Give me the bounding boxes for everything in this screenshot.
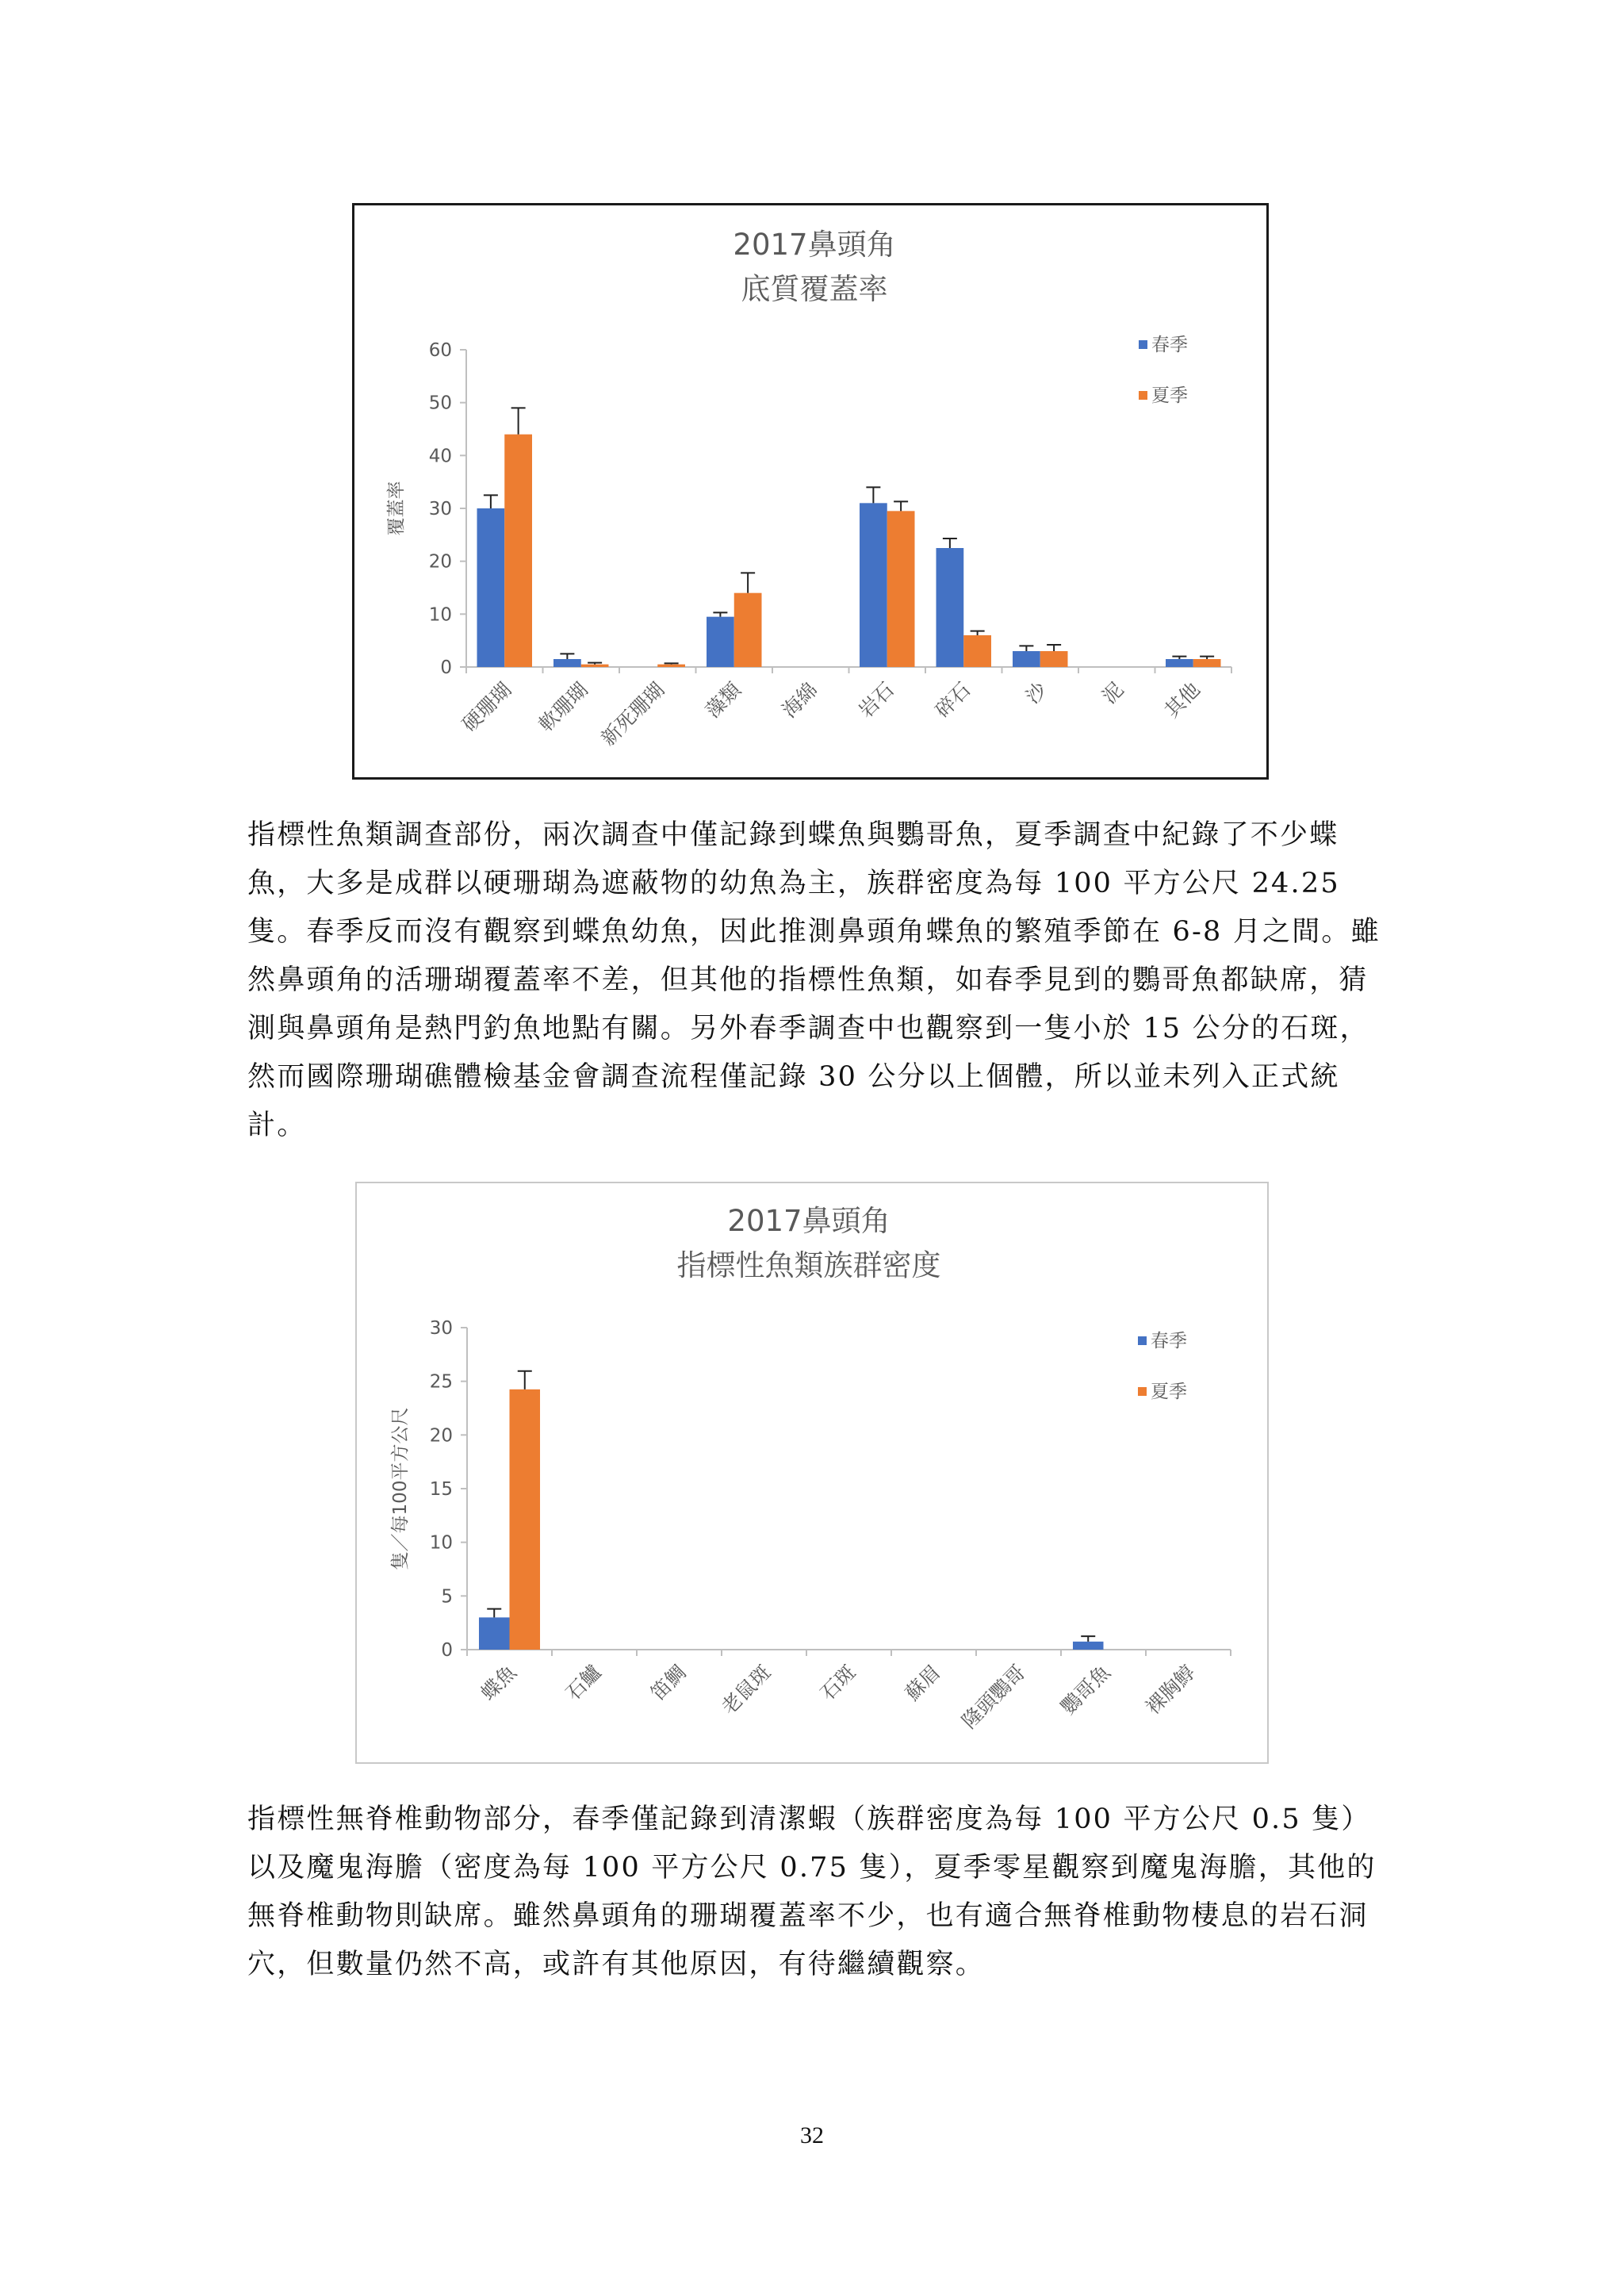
- legend-swatch: [1139, 391, 1147, 400]
- y-tick-label: 30: [429, 1318, 453, 1339]
- x-tick-label: 碎石: [930, 677, 975, 723]
- y-tick-label: 50: [428, 393, 452, 414]
- substrate-coverage-chart-svg: [354, 205, 1266, 777]
- legend-label: 春季: [1151, 1331, 1187, 1351]
- x-tick-label: 新死珊瑚: [596, 677, 669, 750]
- y-tick-label: 25: [429, 1371, 453, 1393]
- bar-spring: [1013, 651, 1040, 667]
- x-tick-label: 隆頭鸚哥: [957, 1660, 1030, 1733]
- fish-density-chart-svg: [357, 1183, 1267, 1762]
- x-tick-label: 裸胸鯙: [1141, 1660, 1200, 1719]
- x-tick-label: 硬珊瑚: [457, 677, 516, 737]
- x-tick-label: 藻類: [701, 677, 745, 723]
- x-tick-label: 軟珊瑚: [534, 677, 592, 737]
- y-tick-label: 20: [429, 1425, 453, 1447]
- bar-spring: [1073, 1642, 1104, 1650]
- chart-subtitle: 底質覆蓋率: [741, 272, 888, 306]
- bar-summer: [504, 435, 532, 667]
- x-tick-label: 蝶魚: [476, 1660, 521, 1705]
- legend-label: 春季: [1151, 335, 1188, 355]
- bar-spring: [477, 508, 505, 667]
- y-tick-label: 0: [441, 1640, 453, 1661]
- x-tick-label: 蘇眉: [900, 1660, 945, 1705]
- x-tick-label: 其他: [1160, 677, 1205, 723]
- y-tick-label: 20: [428, 551, 452, 573]
- bar-spring: [860, 503, 887, 667]
- x-tick-label: 笛鯛: [645, 1660, 691, 1705]
- bar-summer: [510, 1389, 541, 1650]
- y-tick-label: 0: [440, 657, 452, 678]
- chart-title: 2017鼻頭角: [733, 228, 896, 262]
- x-tick-label: 石鱸: [561, 1660, 606, 1705]
- bar-spring: [1166, 659, 1193, 667]
- legend-swatch: [1138, 1387, 1147, 1396]
- bar-summer: [657, 665, 685, 667]
- legend-swatch: [1139, 340, 1147, 349]
- y-tick-label: 10: [429, 1532, 453, 1554]
- legend-swatch: [1138, 1336, 1147, 1345]
- x-tick-label: 石斑: [815, 1660, 860, 1705]
- substrate-coverage-chart: [352, 203, 1269, 780]
- bar-summer: [734, 593, 762, 667]
- y-axis-label: 覆蓋率: [386, 481, 407, 536]
- y-tick-label: 10: [428, 604, 452, 626]
- fish-density-chart: [355, 1182, 1269, 1764]
- legend-label: 夏季: [1151, 1382, 1187, 1402]
- invertebrate-survey-paragraph: 指標性無脊椎動物部分，春季僅記錄到清潔蝦（族群密度為每 100 平方公尺 0.5 隻）以及魔鬼海膽（密度為每 100 平方公尺 0.75 隻），夏季零星觀察到魔鬼海膽，其他的無脊椎動物則缺席。雖然鼻頭角的珊瑚覆蓋率不少，也有適合無脊椎動物棲息的岩石洞穴，但數量仍然不高，或許有其他原因，有待繼續觀察。: [247, 1803, 1377, 1980]
- y-axis-label: 隻／每100平方公尺: [390, 1407, 411, 1570]
- y-tick-label: 40: [428, 446, 452, 467]
- legend-label: 夏季: [1151, 385, 1188, 406]
- chart-subtitle: 指標性魚類族群密度: [676, 1248, 941, 1282]
- x-tick-label: 老鼠斑: [717, 1660, 776, 1719]
- bar-summer: [1040, 651, 1068, 667]
- bar-summer: [581, 665, 609, 667]
- x-tick-label: 岩石: [854, 677, 898, 723]
- y-tick-label: 60: [428, 340, 452, 361]
- y-tick-label: 15: [429, 1479, 453, 1500]
- page-number: 32: [800, 2122, 824, 2148]
- bar-spring: [553, 659, 581, 667]
- y-tick-label: 30: [428, 499, 452, 519]
- x-tick-label: 鸚哥魚: [1056, 1660, 1115, 1719]
- x-tick-label: 沙: [1021, 677, 1051, 708]
- x-tick-label: 泥: [1097, 677, 1128, 708]
- bar-summer: [963, 635, 991, 667]
- chart-title: 2017鼻頭角: [727, 1204, 891, 1238]
- bar-spring: [479, 1617, 510, 1650]
- x-tick-label: 海綿: [777, 677, 822, 723]
- bar-summer: [1193, 659, 1221, 667]
- y-tick-label: 5: [441, 1586, 453, 1608]
- bar-summer: [887, 511, 915, 667]
- bar-spring: [936, 548, 964, 667]
- bar-spring: [707, 617, 734, 667]
- fish-survey-paragraph: 指標性魚類調查部份，兩次調查中僅記錄到蝶魚與鸚哥魚，夏季調查中紀錄了不少蝶魚，大多是成群以硬珊瑚為遮蔽物的幼魚為主，族群密度為每 100 平方公尺 24.25 隻。春季反而沒有觀察到蝶魚幼魚，因此推測鼻頭角蝶魚的繁殖季節在 6-8 月之間。雖然鼻頭角的活珊瑚覆蓋率不差，但其他的指標性魚類，如春季見到的鸚哥魚都缺席，猜測與鼻頭角是熱門釣魚地點有關。另外春季調查中也觀察到一隻小於 15 公分的石斑，然而國際珊瑚礁體檢基金會調查流程僅記錄 30 公分以上個體，所以並未列入正式統計。: [247, 819, 1381, 1141]
